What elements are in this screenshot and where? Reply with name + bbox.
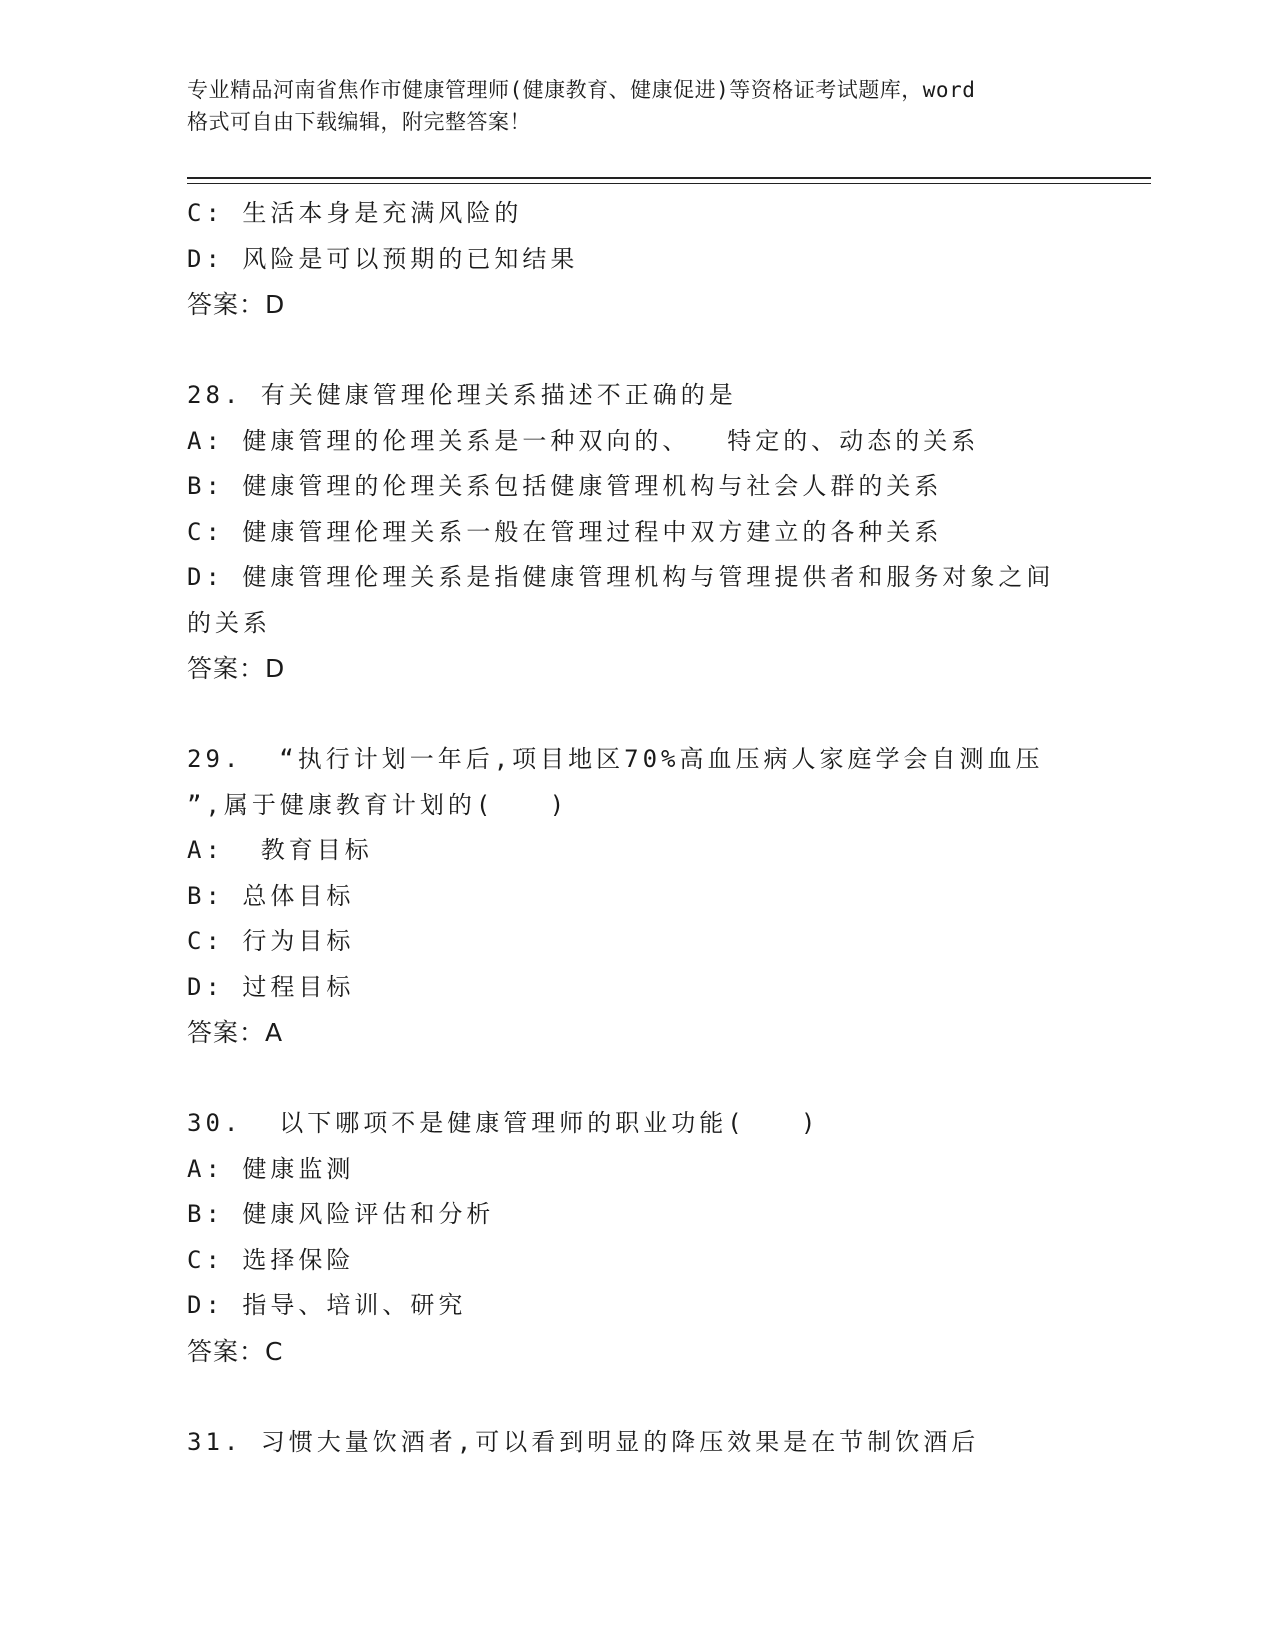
question-30-stem: 30. 以下哪项不是健康管理师的职业功能( ) (187, 1109, 820, 1137)
question-28-option-d-continued: 的关系 (187, 608, 271, 637)
question-28-option-c: C: 健康管理伦理关系一般在管理过程中双方建立的各种关系 (187, 517, 943, 546)
question-29-stem: 29. “执行计划一年后,项目地区70%高血压病人家庭学会自测血压 (187, 745, 1044, 773)
question-28-option-d: D: 健康管理伦理关系是指健康管理机构与管理提供者和服务对象之间 (187, 563, 1055, 591)
header-divider-thin (187, 183, 1151, 184)
document-header (187, 74, 1087, 138)
option-d: D: 风险是可以预期的已知结果 (187, 244, 579, 273)
question-28-option-a: A: 健康管理的伦理关系是一种双向的、 特定的、动态的关系 (187, 426, 980, 455)
question-28-stem: 28. 有关健康管理伦理关系描述不正确的是 (187, 381, 737, 409)
question-31-stem: 31. 习惯大量饮酒者,可以看到明显的降压效果是在节制饮酒后 (187, 1427, 980, 1456)
spacer (187, 328, 1087, 374)
question-30-answer: 答案：C (187, 1336, 284, 1366)
question-28-option-b: B: 健康管理的伦理关系包括健康管理机构与社会人群的关系 (187, 472, 943, 500)
header-divider-thick (187, 177, 1151, 179)
question-29-answer: 答案：A (187, 1018, 284, 1047)
question-29-option-c: C: 行为目标 (187, 927, 355, 955)
question-30-option-a: A: 健康监测 (187, 1154, 355, 1183)
question-29-option-d: D: 过程目标 (187, 972, 355, 1001)
question-list (187, 191, 1087, 1465)
header-line-1: 专业精品河南省焦作市健康管理师(健康教育、健康促进)等资格证考试题库，word (187, 78, 976, 102)
question-30-option-d: D: 指导、培训、研究 (187, 1291, 467, 1319)
spacer (187, 692, 1087, 738)
question-29-option-b: B: 总体目标 (187, 881, 355, 910)
option-c: C: 生活本身是充满风险的 (187, 199, 523, 227)
question-30-option-c: C: 选择保险 (187, 1245, 355, 1274)
question-29-option-a: A: 教育目标 (187, 836, 373, 864)
question-29-stem-continued: ”,属于健康教育计划的( ) (187, 790, 569, 819)
question-30-option-b: B: 健康风险评估和分析 (187, 1200, 495, 1228)
answer-line: 答案：D (187, 290, 286, 319)
spacer (187, 1374, 1087, 1420)
header-line-2: 格式可自由下载编辑，附完整答案！ (187, 110, 531, 134)
spacer (187, 1056, 1087, 1102)
question-28-answer: 答案：D (187, 654, 286, 683)
